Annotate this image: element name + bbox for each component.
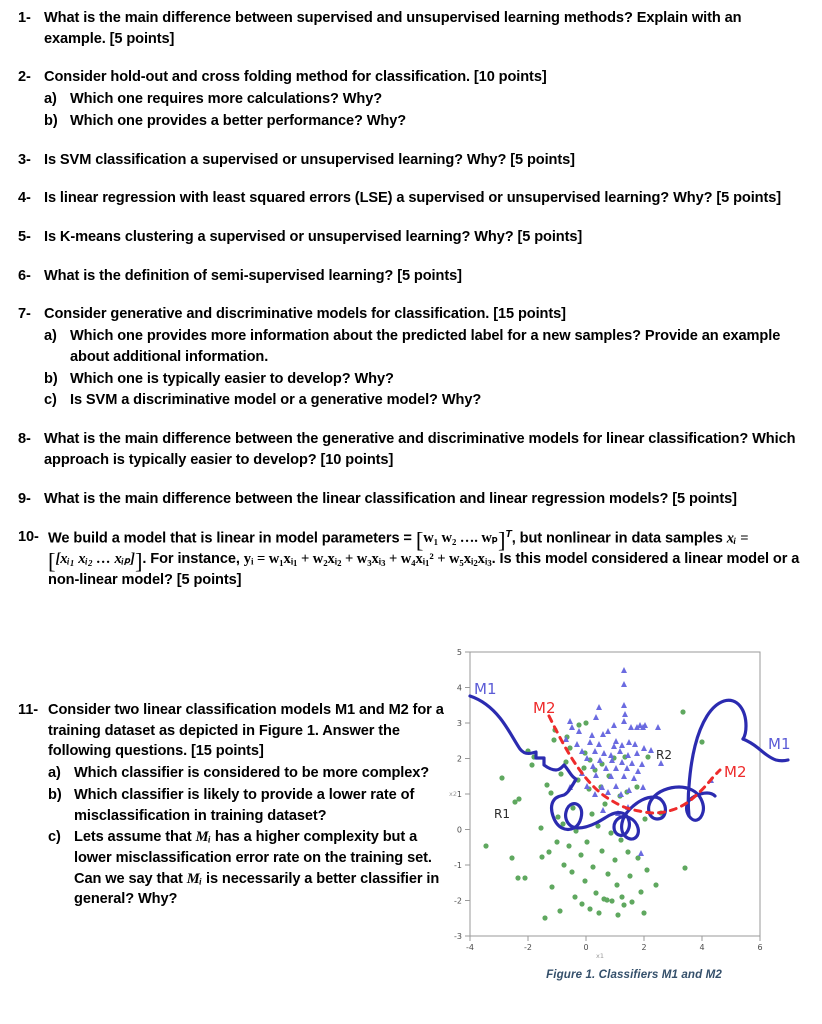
- q10-part3: . For instance,: [142, 551, 240, 568]
- question-list: [18, 8, 804, 609]
- bracket-close: ]: [134, 548, 143, 574]
- subitem-c-mid: has a higher complexity but a lower misclassification error rate on the training set. Can we say that: [74, 829, 432, 887]
- subitem-label: a): [48, 765, 61, 782]
- question-text: Is K-means clustering a supervised or unsupervised learning? Why? [5 points]: [44, 229, 583, 246]
- question-subitem: [48, 763, 450, 784]
- q10-sample-vector: [48, 548, 143, 574]
- question-body: [44, 150, 804, 171]
- subitem-text: Is SVM a discriminative model or a generative model? Why?: [70, 392, 482, 409]
- subitem-text: Which one requires more calculations? Why?: [70, 91, 383, 108]
- subitem-label: c): [48, 829, 61, 846]
- q10-params: w₁ w₂ …. wₚ: [423, 530, 498, 547]
- question-subitem: [48, 785, 450, 826]
- question-subitem: [48, 827, 450, 910]
- x-axis-ticks: [466, 936, 763, 952]
- question-text: What is the definition of semi-supervised learning? [5 points]: [44, 267, 462, 284]
- question-text: What is the main difference between supervised and unsupervised learning methods? Explain with an example. [5 points]: [44, 10, 742, 47]
- bracket-close: ]: [497, 528, 506, 554]
- question-11-row: [18, 700, 450, 910]
- svg-text:-2: -2: [524, 943, 532, 952]
- question-body: [48, 527, 804, 590]
- question-item-10: [18, 527, 804, 590]
- question-body: [44, 489, 804, 510]
- svg-text:6: 6: [757, 943, 763, 952]
- subitem-text: Which one provides more information about the predicted label for a new samples? Provide an example about additional information.: [70, 328, 781, 365]
- figure-1: [448, 646, 820, 1006]
- q10-equals: =: [740, 530, 749, 547]
- question-sublist: [44, 89, 804, 131]
- question-text: Consider two linear classification models M1 and M2 for a training dataset as depicted in Figure 1. Answer the following questions. [15 points]: [48, 702, 444, 760]
- question-number: 1-: [18, 10, 31, 26]
- annotation-r2: R2: [656, 748, 672, 762]
- question-body: [44, 227, 804, 248]
- subitem-c-after: is necessarily a better classifier in general? Why?: [74, 870, 440, 908]
- question-item: [18, 188, 804, 209]
- question-body: [48, 700, 450, 910]
- svg-text:0: 0: [456, 825, 462, 835]
- q10-part1: We build a model that is linear in model parameters =: [48, 530, 412, 547]
- svg-text:3: 3: [456, 719, 462, 728]
- svg-text:4: 4: [456, 683, 462, 693]
- question-text: What is the main difference between the linear classification and linear regression models? [5 points]: [44, 490, 737, 507]
- svg-text:-1: -1: [454, 861, 462, 870]
- q10-parameter-vector: [415, 528, 512, 554]
- svg-text:2: 2: [641, 943, 647, 952]
- question-subitem: [44, 326, 804, 367]
- question-number: 8-: [18, 431, 31, 448]
- y-axis-label: x2: [449, 790, 457, 798]
- q10-vector: [xᵢ₁ xᵢ₂ … xᵢₚ]: [55, 551, 135, 568]
- q10-part2: , but nonlinear in data samples: [511, 530, 723, 547]
- subitem-text: Which one is typically easier to develop? Why?: [70, 370, 394, 387]
- q10-part4: . Is this model considered a linear model or a non-linear model? [5 points]: [48, 551, 800, 588]
- svg-text:-2: -2: [454, 896, 462, 906]
- symbol-mi-2: Mᵢ: [186, 870, 203, 887]
- figure-caption: Figure 1. Classifiers M1 and M2: [546, 968, 722, 981]
- question-item: [18, 150, 804, 171]
- question-number: 2-: [18, 69, 31, 86]
- subitem-text: Which classifier is considered to be more complex?: [74, 765, 430, 782]
- svg-text:4: 4: [699, 943, 705, 952]
- q10-xi-symbol: xᵢ: [726, 530, 737, 547]
- question-number: 11-: [18, 702, 38, 718]
- question-number: 4-: [18, 190, 31, 207]
- annotation-m2-left: M2: [533, 699, 556, 717]
- question-sublist: [44, 326, 804, 411]
- scatter-plot-svg: [448, 646, 820, 958]
- question-number: 6-: [18, 267, 31, 284]
- question-body: [44, 304, 804, 411]
- svg-text:1: 1: [456, 790, 462, 799]
- svg-text:0: 0: [583, 943, 589, 952]
- question-number: 10-: [18, 529, 39, 546]
- question-item: [18, 227, 804, 248]
- svg-text:-4: -4: [466, 943, 474, 952]
- subitem-label: a): [44, 328, 57, 345]
- question-number: 5-: [18, 229, 31, 246]
- question-subitem: [44, 369, 804, 390]
- q10-equation: yᵢ = w₁xᵢ₁ + w₂xᵢ₂ + w₃xᵢ₃ + w₄xᵢ₁² + w₅xᵢ₂xᵢ₃: [243, 551, 492, 568]
- question-item: [18, 67, 804, 131]
- subitem-text: Which one provides a better performance? Why?: [70, 112, 407, 129]
- transpose-exponent: T: [505, 528, 512, 541]
- question-text: Consider generative and discriminative models for classification. [15 points]: [44, 306, 566, 323]
- question-number: 9-: [18, 490, 31, 507]
- question-sublist: [48, 763, 450, 910]
- subitem-label: b): [48, 786, 62, 803]
- question-subitem: [44, 111, 804, 132]
- question-body: [44, 8, 804, 49]
- question-body: [44, 429, 804, 470]
- question-item: [18, 266, 804, 287]
- question-item: [18, 8, 804, 49]
- question-number: 7-: [18, 306, 31, 323]
- scatter-plot: [448, 646, 820, 958]
- subitem-label: c): [44, 392, 57, 409]
- question-item: [18, 489, 804, 510]
- subitem-c-before: Lets assume that: [74, 829, 192, 846]
- symbol-mi-1: Mᵢ: [195, 829, 211, 846]
- question-number: 3-: [18, 151, 31, 168]
- question-subitem: [44, 390, 804, 411]
- plot-frame: [470, 652, 760, 936]
- subitem-text-c: [74, 827, 450, 910]
- annotation-m2-right: M2: [724, 763, 747, 781]
- question-item: [18, 429, 804, 470]
- question-text: What is the main difference between the generative and discriminative models for linear classification? Which approach is typically easier to develop? [10 points]: [44, 431, 796, 468]
- bracket-open: [: [415, 528, 424, 554]
- subitem-text: Which classifier is likely to provide a lower rate of misclassification in training dataset?: [74, 786, 415, 824]
- subitem-label: b): [44, 370, 58, 387]
- svg-text:2: 2: [456, 754, 462, 764]
- bracket-open: [: [48, 548, 56, 574]
- question-item: [18, 304, 804, 411]
- annotation-m1-left: M1: [474, 680, 497, 698]
- question-item-11: [18, 700, 450, 910]
- question-body: [44, 188, 804, 209]
- annotation-m1-right: M1: [768, 735, 791, 753]
- x-axis-label: x1: [596, 952, 604, 958]
- question-text: Is linear regression with least squared errors (LSE) a supervised or unsupervised learning? Why? [5 points]: [44, 190, 782, 207]
- svg-text:-3: -3: [454, 932, 462, 941]
- subitem-label: b): [44, 112, 58, 129]
- annotation-r1: R1: [494, 807, 510, 821]
- subitem-label: a): [44, 91, 57, 108]
- svg-text:5: 5: [456, 648, 462, 657]
- question-text: Consider hold-out and cross folding method for classification. [10 points]: [44, 69, 547, 86]
- question-body: [44, 266, 804, 287]
- question-text: Is SVM classification a supervised or unsupervised learning? Why? [5 points]: [44, 151, 575, 168]
- question-body: [44, 67, 804, 131]
- question-subitem: [44, 89, 804, 110]
